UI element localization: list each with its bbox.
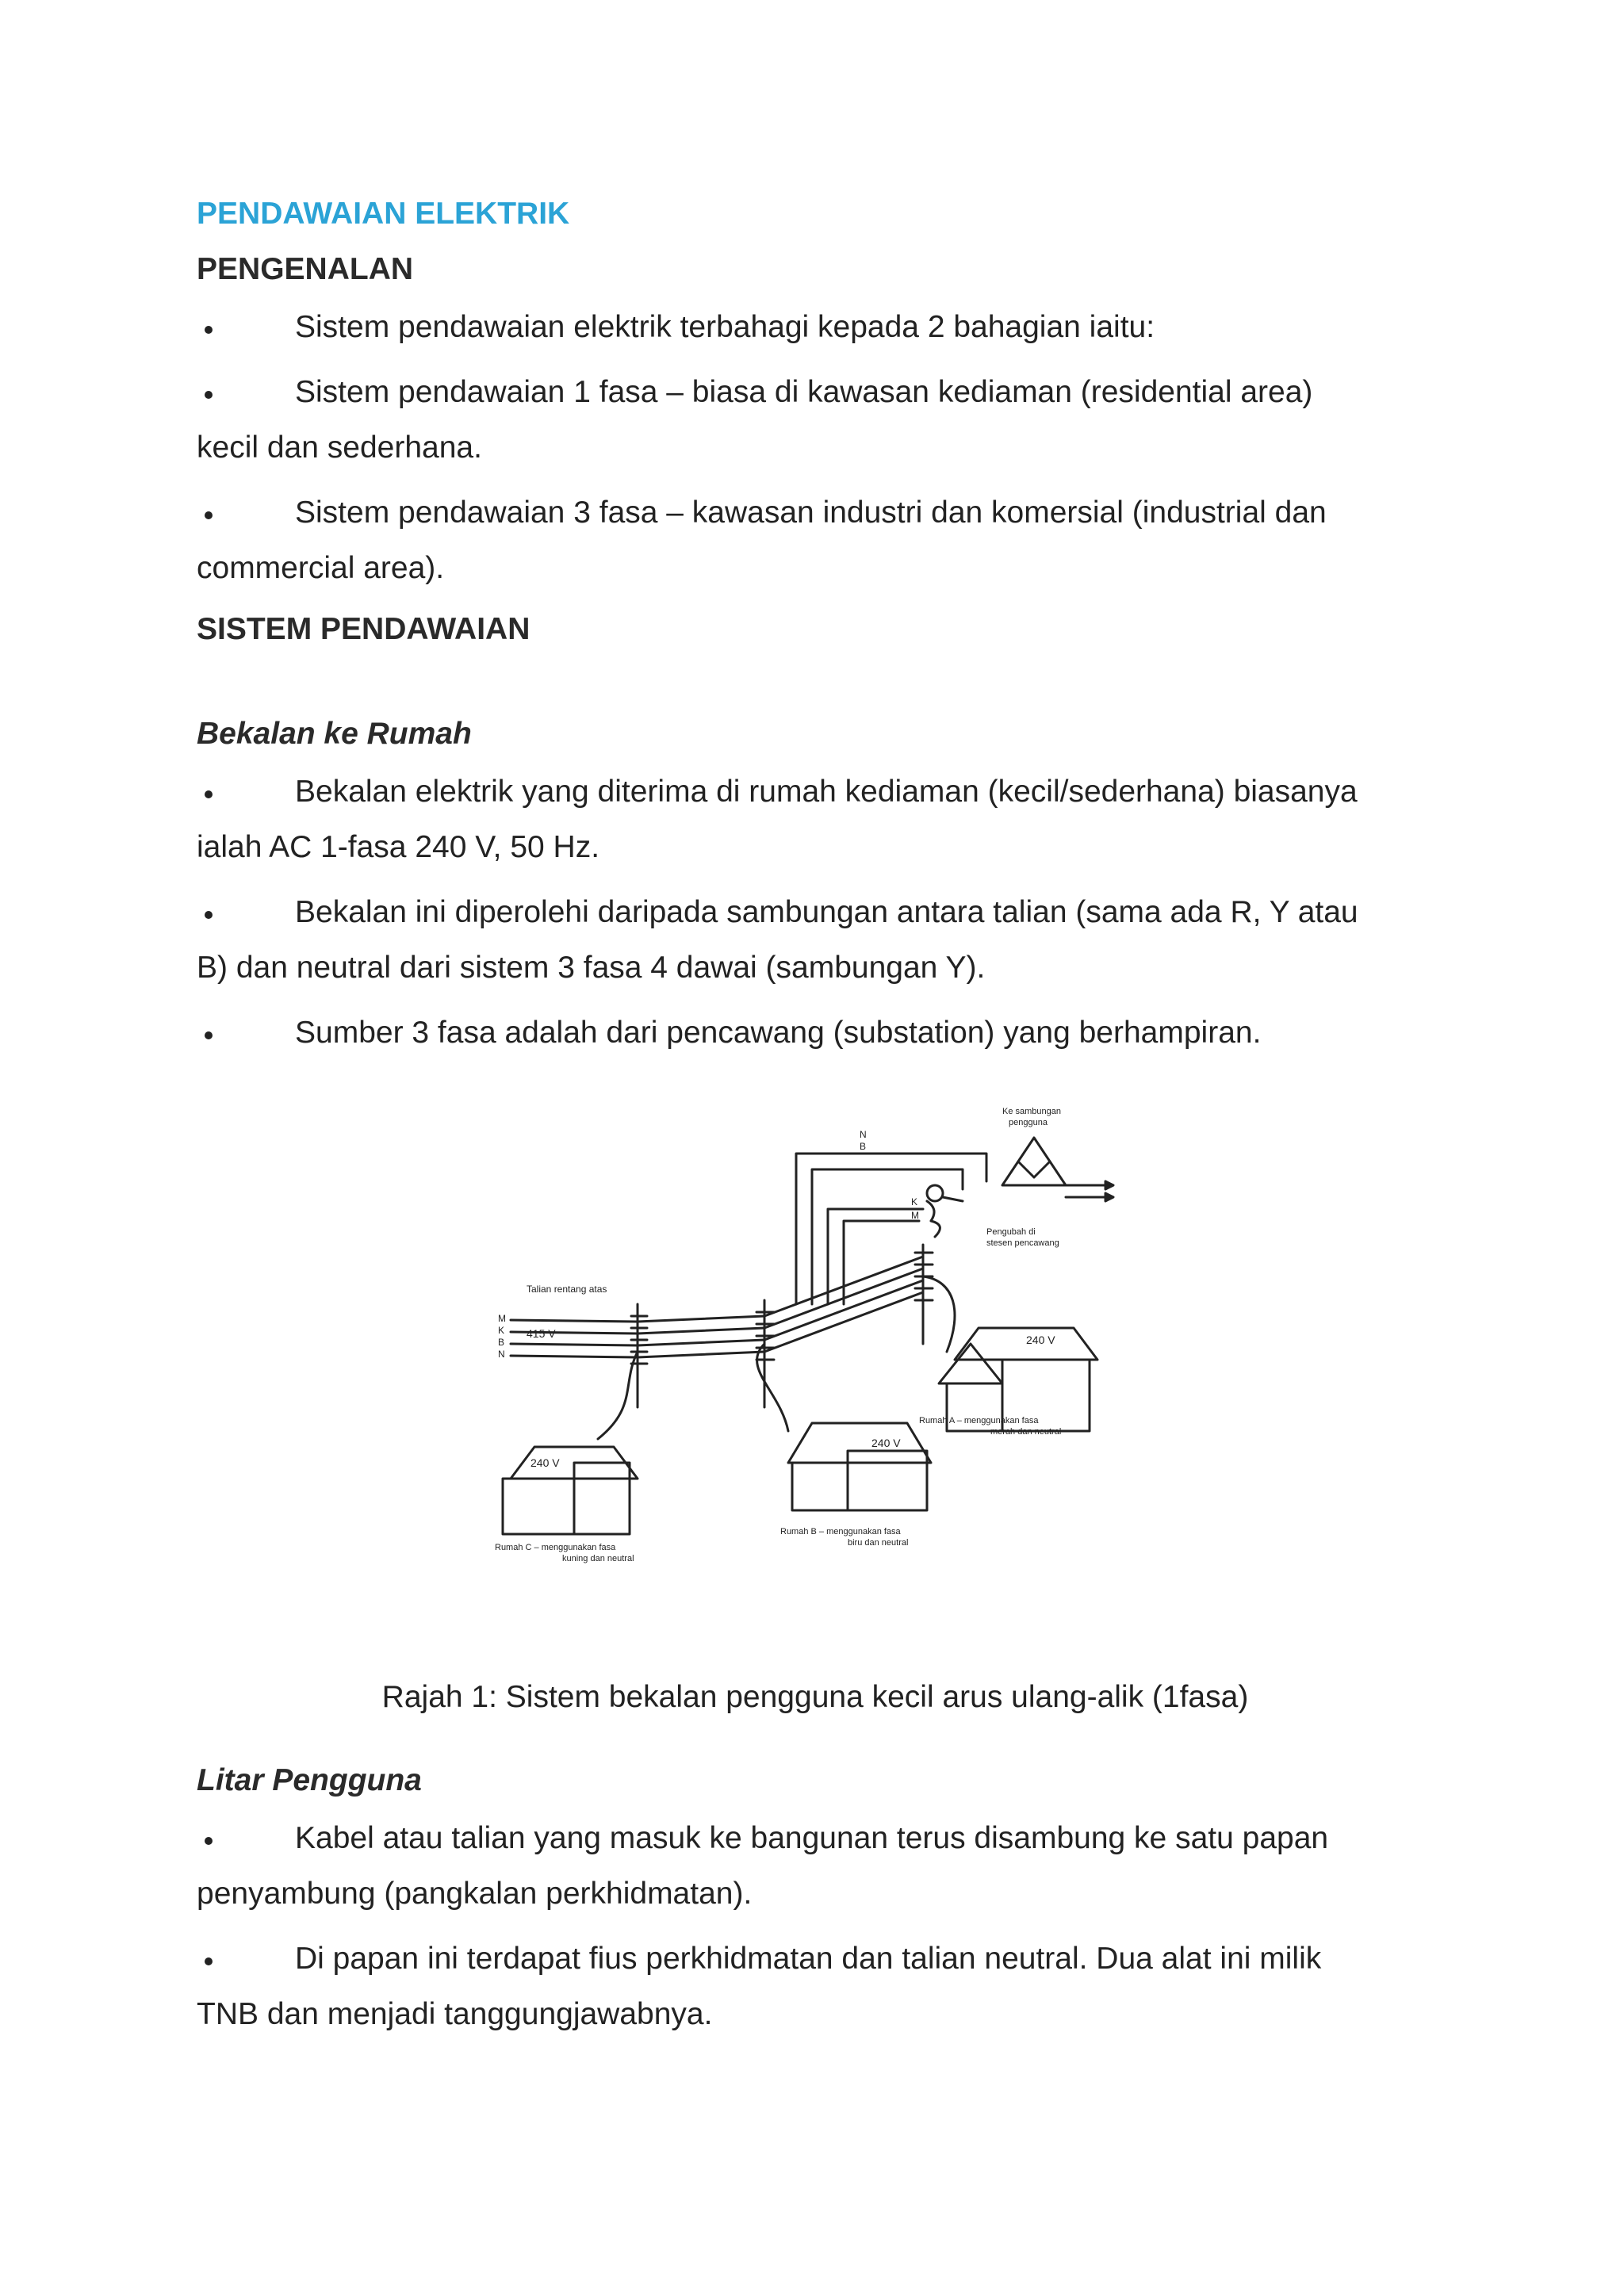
top-label-k: K <box>911 1196 918 1207</box>
label-to-consumer-2: pengguna <box>1009 1118 1048 1127</box>
top-label-m: M <box>911 1210 919 1221</box>
label-to-consumer-1: Ke sambungan <box>1002 1107 1061 1116</box>
subsection-heading-bekalan: Bekalan ke Rumah <box>197 717 472 751</box>
house-b-label-1: Rumah B – menggunakan fasa <box>780 1527 901 1536</box>
wire-label-m: M <box>498 1313 506 1324</box>
supply-item-2 <box>197 885 1434 996</box>
house-b-label-2: biru dan neutral <box>848 1538 909 1548</box>
intro-item-3-cont: commercial area). <box>197 551 445 585</box>
document-title: PENDAWAIAN ELEKTRIK <box>197 197 570 231</box>
transformer-symbol <box>1002 1138 1113 1201</box>
consumer-item-2-cont: TNB dan menjadi tanggungjawabnya. <box>197 1997 713 2031</box>
house-a-label-1: Rumah A – menggunakan fasa <box>919 1416 1039 1425</box>
top-label-n: N <box>860 1129 867 1140</box>
pole-left <box>631 1304 647 1407</box>
figure-caption: Rajah 1: Sistem bekalan pengguna kecil arus ulang-alik (1fasa) <box>381 1680 1249 1714</box>
supply-item-1 <box>197 764 1434 875</box>
consumer-item-2 <box>197 1931 1434 2042</box>
supply-item-1-cont: ialah AC 1-fasa 240 V, 50 Hz. <box>197 830 600 864</box>
house-c <box>503 1447 638 1534</box>
supply-item-3-text: Sumber 3 fasa adalah dari pencawang (substation) yang berhampiran. <box>295 1016 1262 1050</box>
drop-house-c <box>598 1352 638 1439</box>
house-b <box>788 1423 931 1510</box>
intro-item-2 <box>197 365 1434 476</box>
wire-label-b: B <box>498 1337 505 1348</box>
subsection-heading-litar: Litar Pengguna <box>197 1763 422 1797</box>
wire-label-k: K <box>498 1325 505 1336</box>
consumer-item-1-cont: penyambung (pangkalan perkhidmatan). <box>197 1877 753 1911</box>
drop-house-b <box>757 1344 788 1431</box>
supply-item-1-text: Bekalan elektrik yang diterima di rumah kediaman (kecil/sederhana) biasanya <box>295 775 1358 809</box>
label-415v: 415 V <box>527 1327 556 1340</box>
house-a-voltage: 240 V <box>1026 1334 1055 1346</box>
intro-item-2-cont: kecil dan sederhana. <box>197 430 482 465</box>
house-b-voltage: 240 V <box>871 1437 901 1449</box>
label-transformer-1: Pengubah di <box>986 1227 1036 1237</box>
intro-item-1-text: Sistem pendawaian elektrik terbahagi kepada 2 bahagian iaitu: <box>295 310 1155 344</box>
supply-item-3 <box>197 1005 1434 1061</box>
label-transformer-2: stesen pencawang <box>986 1238 1059 1248</box>
intro-item-3-text: Sistem pendawaian 3 fasa – kawasan industri dan komersial (industrial dan <box>295 496 1327 530</box>
intro-item-3 <box>197 485 1434 596</box>
intro-item-2-text: Sistem pendawaian 1 fasa – biasa di kawasan kediaman (residential area) <box>295 375 1313 409</box>
house-a-label-2: merah dan neutral <box>990 1427 1062 1437</box>
house-c-label-1: Rumah C – menggunakan fasa <box>495 1543 616 1552</box>
top-label-b: B <box>860 1141 867 1152</box>
label-overhead: Talian rentang atas <box>527 1284 607 1295</box>
upper-content <box>197 190 1434 1070</box>
overhead-wires <box>511 1257 923 1357</box>
house-c-voltage: 240 V <box>530 1456 560 1469</box>
supply-diagram <box>479 1090 1137 1572</box>
wire-label-n: N <box>498 1349 505 1360</box>
consumer-item-2-text: Di papan ini terdapat fius perkhidmatan dan talian neutral. Dua alat ini milik <box>295 1942 1322 1976</box>
consumer-item-1-text: Kabel atau talian yang masuk ke bangunan terus disambung ke satu papan <box>295 1821 1329 1855</box>
section-heading-sistem: SISTEM PENDAWAIAN <box>197 612 530 646</box>
consumer-item-1 <box>197 1811 1434 1922</box>
lower-content <box>197 1757 1434 2052</box>
supply-item-2-cont: B) dan neutral dari sistem 3 fasa 4 dawai (sambungan Y). <box>197 951 986 985</box>
section-heading-pengenalan: PENGENALAN <box>197 252 414 286</box>
supply-item-2-text: Bekalan ini diperolehi daripada sambungan antara talian (sama ada R, Y atau <box>295 895 1358 929</box>
intro-item-1 <box>197 300 1434 355</box>
house-c-label-2: kuning dan neutral <box>562 1554 634 1563</box>
